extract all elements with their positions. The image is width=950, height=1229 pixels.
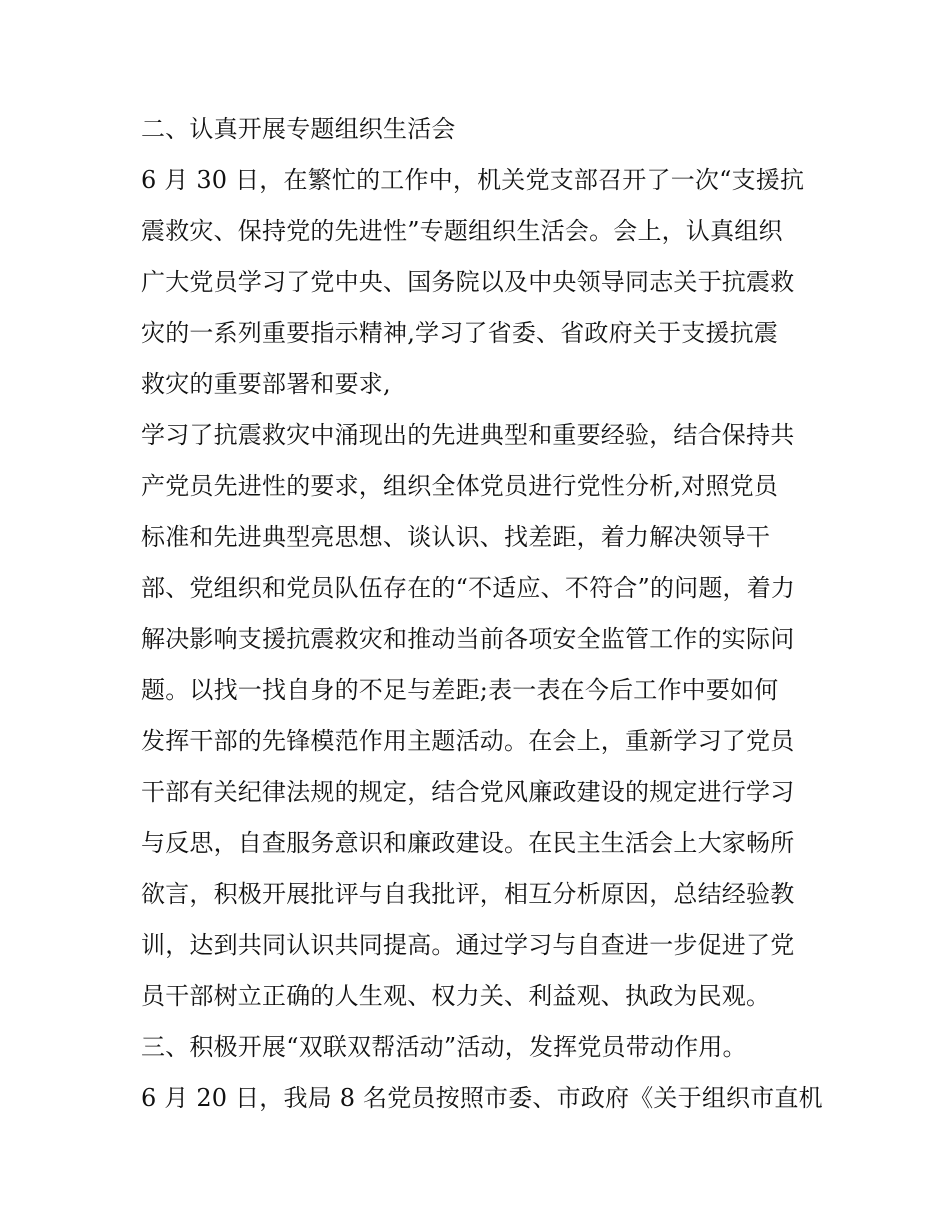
paragraph-line: 训，达到共同认识共同提高。通过学习与自查进一步促进了党 xyxy=(141,931,795,959)
paragraph-line: 欲言，积极开展批评与自我批评，相互分析原因，总结经验教 xyxy=(141,880,795,908)
paragraph-line: 标准和先进典型亮思想、谈认识、找差距，着力解决领导干 xyxy=(141,523,771,551)
paragraph-line: 6 月 30 日，在繁忙的工作中，机关党支部召开了一次“支援抗 xyxy=(141,166,805,194)
paragraph-line: 震救灾、保持党的先进性”专题组织生活会。会上，认真组织 xyxy=(141,217,783,245)
paragraph-line: 学习了抗震救灾中涌现出的先进典型和重要经验，结合保持共 xyxy=(141,421,795,449)
paragraph-line: 干部有关纪律法规的规定，结合党风廉政建设的规定进行学习 xyxy=(141,778,795,806)
paragraph-line: 救灾的重要部署和要求, xyxy=(141,370,391,398)
section-heading-2: 二、认真开展专题组织生活会 xyxy=(141,115,456,143)
paragraph-line: 灾的一系列重要指示精神,学习了省委、省政府关于支援抗震 xyxy=(141,319,779,347)
paragraph-line: 6 月 20 日，我局 8 名党员按照市委、市政府《关于组织市直机 xyxy=(141,1084,823,1112)
paragraph-line: 题。以找一找自身的不足与差距;表一表在今后工作中要如何 xyxy=(141,676,779,704)
paragraph-line: 产党员先进性的要求，组织全体党员进行党性分析,对照党员 xyxy=(141,472,779,500)
paragraph-line: 与反思，自查服务意识和廉政建设。在民主生活会上大家畅所 xyxy=(141,829,795,857)
paragraph-line: 员干部树立正确的人生观、权力关、利益观、执政为民观。 xyxy=(141,982,771,1010)
section-heading-3: 三、积极开展“双联双帮活动”活动，发挥党员带动作用。 xyxy=(141,1033,747,1061)
paragraph-line: 解决影响支援抗震救灾和推动当前各项安全监管工作的实际问 xyxy=(141,625,795,653)
paragraph-line: 广大党员学习了党中央、国务院以及中央领导同志关于抗震救 xyxy=(141,268,795,296)
paragraph-line: 发挥干部的先锋模范作用主题活动。在会上，重新学习了党员 xyxy=(141,727,795,755)
paragraph-line: 部、党组织和党员队伍存在的“不适应、不符合”的问题，着力 xyxy=(141,574,796,602)
